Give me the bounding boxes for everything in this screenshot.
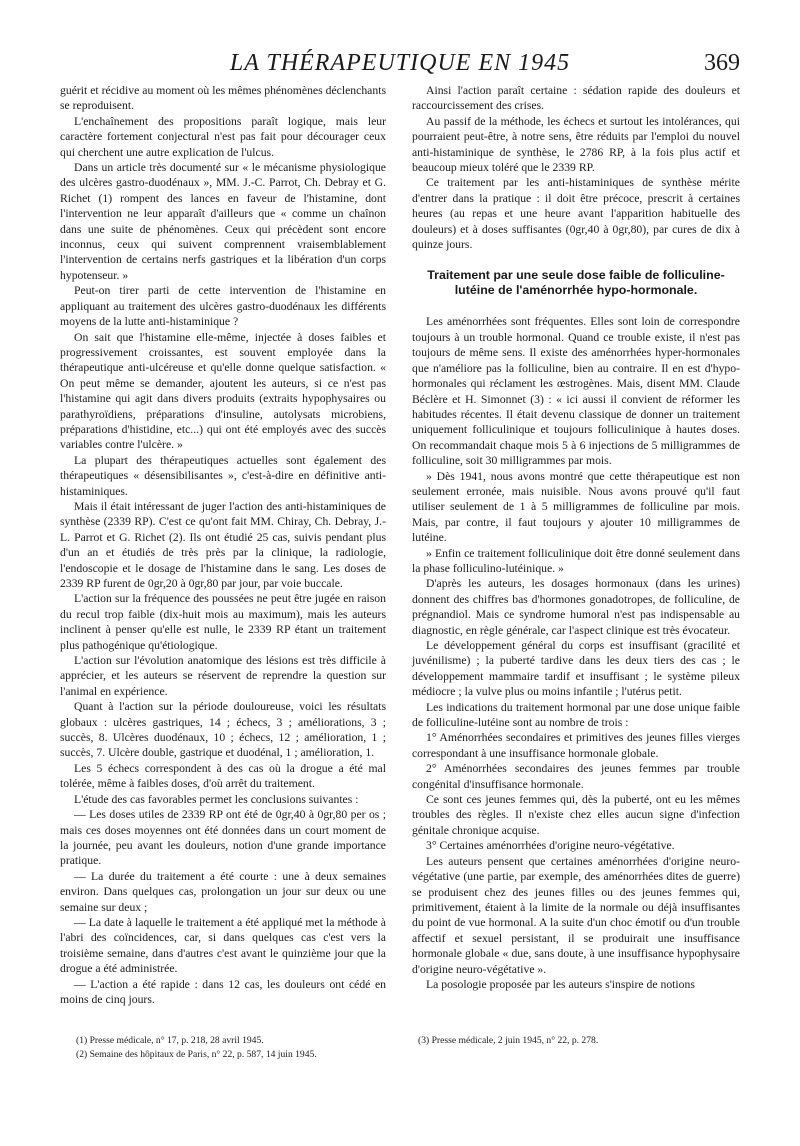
footnotes-left: [76, 1034, 376, 1061]
running-title: LA THÉRAPEUTIQUE EN 1945: [229, 50, 571, 76]
paragraph: L'étude des cas favorables permet les conclusions suivantes :: [74, 792, 359, 806]
page-header: [60, 50, 740, 82]
paragraph: — L'action a été rapide : dans 12 cas, les douleurs ont cédé en moins de cinq jours.: [60, 977, 386, 1006]
paragraph: guérit et récidive au moment où les mêmes phénomènes déclenchants se reproduisent.: [60, 84, 386, 113]
footnotes-right: [418, 1034, 738, 1048]
paragraph: Quant à l'action sur la période douloureuse, voici les résultats globaux : ulcères gastriques, 14 ; échecs, 3 ; améliorations, 3 ; succès, 8. Ulcères duodénaux, 10 ; échecs, 12 ; amélioration, 1 ; succès, 7. Ulcère double, gastrique et duodénal, 1 ; amélioration, 1.: [60, 700, 386, 760]
paragraph: Mais il était intéressant de juger l'action des anti-histaminiques de synthèse (2339 RP). C'est ce qu'ont fait MM. Chiray, Ch. Debray, J.-L. Parrot et G. Richet (2). Ils ont étudié 25 cas, suivis pendant plus d'un an et étudiés de très près par la clinique, la radiologie, l'endoscopie et le dosage de l'histamine dans le sang. Les doses de 2339 RP furent de 0gr,20 à 0gr,80 par jour, par voie buccale.: [60, 499, 386, 590]
paragraph: Dans un article très documenté sur « le mécanisme physiologique des ulcères gastro-duodénaux », MM. J.-C. Parrot, Ch. Debray et G. Richet (1) rompent des lances en faveur de l'histamine, dont l'intervention ne leur apparaît d'ailleurs que « comme un chaînon dans une suite de phénomènes. Ceux qui précèdent sont encore inconnus, ceux qui suivent comprennent vraisemblablement l'intervention de certains nerfs gastriques et la libération d'un corps hypotenseur. »: [60, 161, 386, 282]
paragraph: » Dès 1941, nous avons montré que cette thérapeutique est non seulement erronée, mais nuisible. Nous avons prouvé qu'il faut utiliser seulement de 1 à 5 milligrammes de folliculine par mois. Mais, par contre, il faut toujours y ajouter 10 milligrammes de lutéine.: [412, 469, 740, 545]
footnote: (2) Semaine des hôpitaux de Paris, n° 22, p. 587, 14 juin 1945.: [76, 1048, 317, 1060]
paragraph: On sait que l'histamine elle-même, injectée à doses faibles et progressivement croissantes, est souvent employée dans la thérapeutique anti-ulcéreuse et qu'elle donne quelque satisfaction. « On peut même se demander, ajoutent les auteurs, si ce n'est pas l'histamine qui agit dans divers produits (extraits hypophysaires ou parathyroïdiens, préparations d'insuline, autolysats microbiens, préparations d'histidine, etc...) qui ont été employés avec des succès variables contre l'ulcère. »: [60, 330, 386, 452]
paragraph: Ainsi l'action paraît certaine : sédation rapide des douleurs et raccourcissement des crises.: [412, 84, 740, 113]
paragraph: La plupart des thérapeutiques actuelles sont également des thérapeutiques « désensibilisantes », c'est-à-dire en définitive anti-histaminiques.: [60, 453, 386, 498]
paragraph: L'action sur l'évolution anatomique des lésions est très difficile à apprécier, et les auteurs se réservent de reprendre la question sur l'animal en expérience.: [60, 654, 386, 698]
footnote: (3) Presse médicale, 2 juin 1945, n° 22, p. 278.: [418, 1035, 599, 1046]
paragraph: Ce traitement par les anti-histaminiques de synthèse mérite d'entrer dans la pratique : il doit être précoce, prescrit à certaines heures (au repas et une heure avant l'apparition habituelle des douleurs) et à doses suffisantes (0gr,40 à 0gr,80), par cures de dix à quinze jours.: [412, 176, 740, 252]
paragraph: Les auteurs pensent que certaines aménorrhées d'origine neuro-végétative (une partie, par exemple, des aménorrhées dites de guerre) se produisent chez des jeunes filles ou des jeunes femmes qui, primitivement, étaient à la limite de la normale ou déjà insuffisantes du point de vue hormonal. A la suite d'un choc émotif ou d'un trouble affectif et sexuel persistant, il se produirait une insuffisance hormonale globale « due, sans doute, à une insuffisance hypophysaire d'origine neuro-végétative ».: [412, 854, 740, 976]
paragraph: Peut-on tirer parti de cette intervention de l'histamine en appliquant au traitement des ulcères gastro-duodénaux les différents moyens de la lutte anti-histaminique ?: [60, 284, 386, 329]
paragraph: D'après les auteurs, les dosages hormonaux (dans les urines) donnent des chiffres bas d'hormones gonadotropes, de folliculine, de prégnandiol. Mais ce syndrome humoral n'est pas indispensable au diagnostic, en règle générale, car l'aspect clinique est très évocateur.: [412, 577, 740, 637]
paragraph: Ce sont ces jeunes femmes qui, dès la puberté, ont eu les mêmes troubles des règles. Il n'existe chez elles aucun signe d'infection génitale chronique acquise.: [412, 793, 740, 837]
paragraph: — La durée du traitement a été courte : une à deux semaines environ. Dans quelques cas, prolongation un jour sur deux ou une semaine sur deux ;: [60, 869, 386, 914]
paragraph: Le développement général du corps est insuffisant (gracilité et juvénilisme) ; la puberté tardive dans les deux tiers des cas ; le développement mammaire tardif et insuffisant ; le système pileux médiocre ; la vulve plus ou moins infantile ; l'utérus petit.: [412, 639, 740, 699]
paragraph: La posologie proposée par les auteurs s'inspire de notions: [426, 977, 695, 991]
paragraph: » Enfin ce traitement folliculinique doit être donné seulement dans la phase folliculino-lutéinique. »: [412, 546, 740, 575]
paragraph: — Les doses utiles de 2339 RP ont été de 0gr,40 à 0gr,80 per os ; mais ces doses moyennes ont été données dans un court moment de la journée, peu avant les douleurs, notion d'une grande importance pratique.: [60, 808, 386, 868]
paragraph: L'enchaînement des propositions paraît logique, mais leur caractère fortement conjectural n'est pas fait pour décourager ceux qui cherchent une autre explication de l'ulcus.: [60, 114, 386, 159]
paragraph: Les 5 échecs correspondent à des cas où la drogue a été mal tolérée, même à faibles doses, d'où arrêt du traitement.: [60, 761, 386, 791]
page-number: 369: [704, 50, 740, 76]
paragraph: Au passif de la méthode, les échecs et surtout les intolérances, qui pourraient peut-être, à notre sens, être réduits par l'emploi du nouvel anti-histaminique de synthèse, le 2786 RP, à la fois plus actif et beaucoup mieux toléré que le 2339 RP.: [412, 114, 740, 175]
section-heading: Traitement par une seule dose faible de folliculine-lutéine de l'aménorrhée hypo-hormonale.: [427, 268, 725, 298]
paragraph: 3° Certaines aménorrhées d'origine neuro-végétative.: [426, 839, 675, 853]
right-column: [412, 83, 740, 992]
paragraph: Les aménorrhées sont fréquentes. Elles sont loin de correspondre toujours à un trouble hormonal. Quand ce trouble existe, il n'est pas toujours de même sens. Il existe des aménorrhées hyper-hormonales que n'améliore pas la folliculine, bien au contraire. Il en est d'hypo-hormonales qui réclament les œstrogènes. Mais, disent MM. Claude Béclère et H. Simonnet (3) : « ici aussi il convient de réformer les habitudes récentes. Il était devenu classique de donner un traitement uniquement folliculinique et toujours folliculinique à hautes doses. On recommandait chaque mois 5 à 6 injections de 5 milligrammes de folliculine, soit 30 milligrammes par mois.: [412, 315, 740, 468]
paragraph: — La date à laquelle le traitement a été appliqué met la méthode à l'abri des coïncidences, car, si dans quelques cas c'est vers la troisième semaine, dans d'autres c'est avant le quinzième jour que la drogue a été administrée.: [60, 915, 386, 976]
left-column: [60, 83, 386, 1007]
paragraph: L'action sur la fréquence des poussées ne peut être jugée en raison du recul trop faible (dix-huit mois au maximum), mais les auteurs inclinent à penser qu'elle est nulle, le 2339 RP étant un traitement plus pathogénique qu'étiologique.: [60, 592, 386, 652]
paragraph: 1° Aménorrhées secondaires et primitives des jeunes filles vierges correspondant à une insuffisance hormonale globale.: [412, 731, 740, 760]
footnote: (1) Presse médicale, n° 17, p. 218, 28 avril 1945.: [76, 1035, 264, 1046]
paragraph: 2° Aménorrhées secondaires des jeunes femmes par trouble congénital d'insuffisance hormonale.: [412, 762, 740, 791]
paragraph: Les indications du traitement hormonal par une dose unique faible de folliculine-lutéine sont au nombre de trois :: [412, 700, 740, 730]
